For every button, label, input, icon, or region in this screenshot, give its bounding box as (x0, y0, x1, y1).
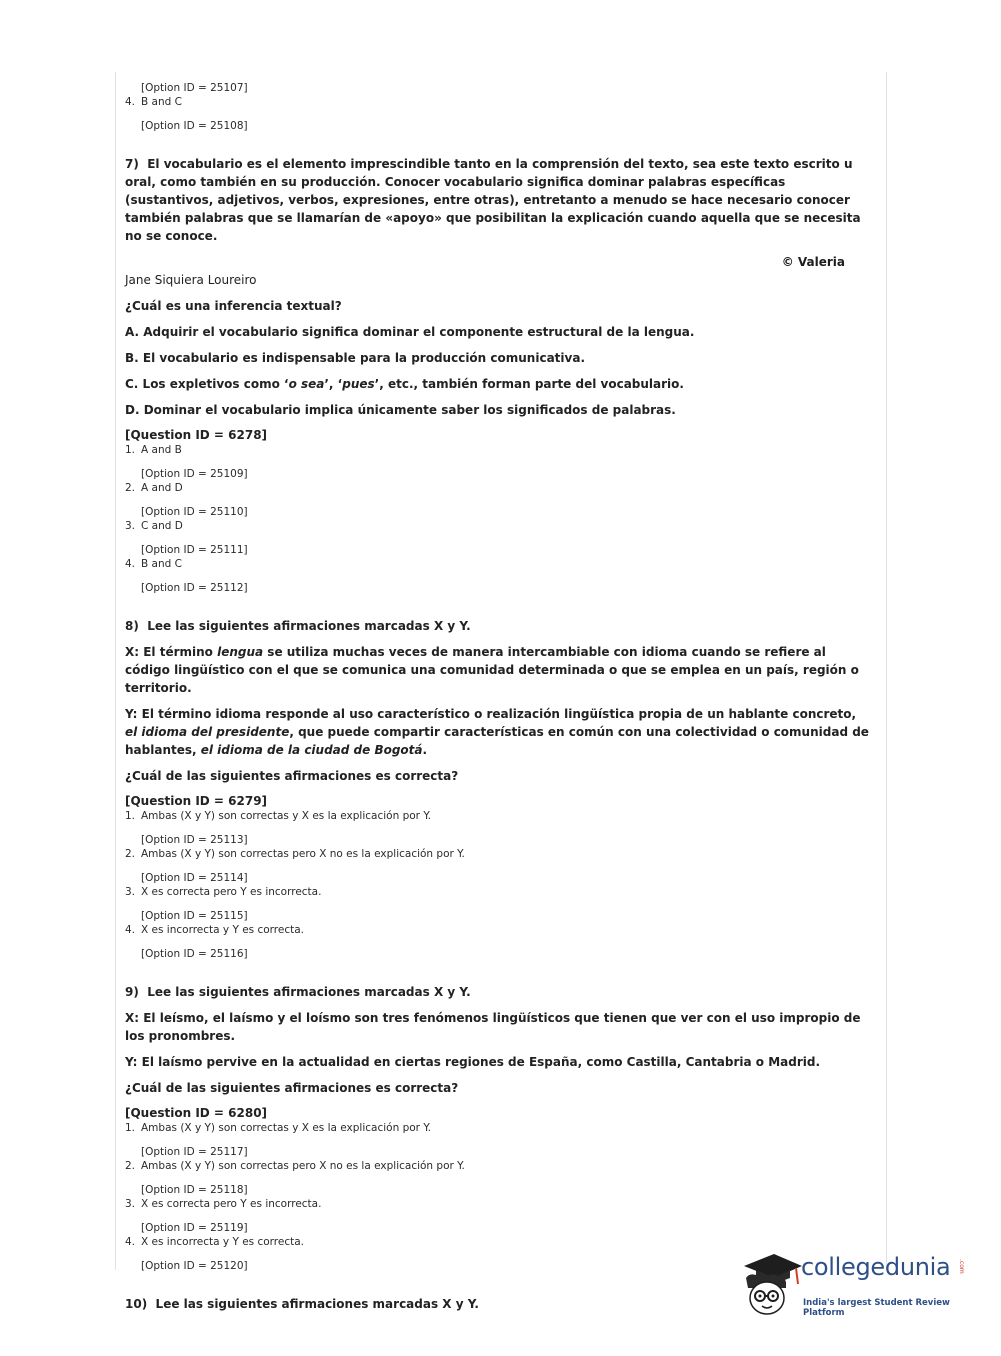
option-id: [Option ID = 25116] (141, 948, 248, 960)
statement-x: X: El leísmo, el laísmo y el loísmo son tres fenómenos lingüísticos que tienen que ver con el uso impropio de los pronombres. (125, 1011, 861, 1043)
option-item (125, 519, 870, 533)
statement-x-part: se utiliza muchas veces de manera intercambiable con idioma cuando se refiere al código lingüístico con el que se comunica una comunidad determinada o que se emplea en un país, región o territorio. (125, 645, 859, 695)
option-item (125, 1159, 870, 1173)
option-text: B and C (141, 558, 182, 570)
statement-c-part: ’, etc., también forman parte del vocabulario. (374, 377, 684, 391)
statement-y-part: Y: El término idioma responde al uso característico o realización lingüística propia de un hablante concreto, (125, 707, 857, 721)
option-id: [Option ID = 25113] (141, 834, 248, 846)
mascot-icon (740, 1248, 802, 1318)
option-number: 4. (125, 1236, 136, 1248)
question-prompt: ¿Cuál es una inferencia textual? (125, 299, 342, 313)
statement-b: B. El vocabulario es indispensable para la producción comunicativa. (125, 351, 585, 365)
option-number: 2. (125, 482, 136, 494)
question-title: Lee las siguientes afirmaciones marcadas X y Y. (155, 1297, 479, 1311)
option-number: 1. (125, 1122, 136, 1134)
statement-d: D. Dominar el vocabulario implica únicamente saber los significados de palabras. (125, 403, 676, 417)
option-text: Ambas (X y Y) son correctas pero X no es la explicación por Y. (141, 1160, 465, 1172)
question-title: Lee las siguientes afirmaciones marcadas X y Y. (147, 619, 471, 633)
document-content (125, 81, 870, 1313)
option-item (125, 95, 870, 109)
option-id: [Option ID = 25108] (141, 120, 248, 132)
option-number: 4. (125, 96, 136, 108)
copyright: © Valeria (781, 255, 845, 269)
option-item (125, 923, 870, 937)
option-id: [Option ID = 25110] (141, 506, 248, 518)
option-text: A and D (141, 482, 183, 494)
option-number: 1. (125, 444, 136, 456)
statement-y: Y: El laísmo pervive en la actualidad en ciertas regiones de España, como Castilla, Cantabria o Madrid. (125, 1055, 821, 1069)
statement-x (125, 643, 870, 697)
option-item (125, 443, 870, 457)
statement-y-emphasis: el idioma de la ciudad de Bogotá (200, 743, 423, 757)
option-text: X es incorrecta y Y es correcta. (141, 924, 305, 936)
question-7-passage (125, 155, 870, 245)
statement-x-part: X: El término (125, 645, 218, 659)
option-number: 3. (125, 886, 136, 898)
option-text: X es incorrecta y Y es correcta. (141, 1236, 305, 1248)
option-id: [Option ID = 25119] (141, 1222, 248, 1234)
question-prompt: ¿Cuál de las siguientes afirmaciones es correcta? (125, 769, 459, 783)
statement-c-emphasis: o sea (288, 377, 325, 391)
option-id: [Option ID = 25112] (141, 582, 248, 594)
option-number: 4. (125, 924, 136, 936)
question-number: 7) (125, 157, 139, 171)
question-number: 9) (125, 985, 139, 999)
option-number: 3. (125, 1198, 136, 1210)
statement-c (125, 375, 870, 393)
statement-a: A. Adquirir el vocabulario significa dominar el componente estructural de la lengua. (125, 325, 695, 339)
option-text: B and C (141, 96, 182, 108)
option-item (125, 1235, 870, 1249)
option-id: [Option ID = 25114] (141, 872, 248, 884)
option-number: 2. (125, 848, 136, 860)
option-number: 1. (125, 810, 136, 822)
question-9-title (125, 983, 870, 1001)
option-number: 2. (125, 1160, 136, 1172)
question-8-title (125, 617, 870, 635)
statement-c-emphasis: pues (342, 377, 375, 391)
option-id: [Option ID = 25115] (141, 910, 248, 922)
option-text: Ambas (X y Y) son correctas y X es la explicación por Y. (141, 810, 431, 822)
question-id: [Question ID = 6278] (125, 428, 268, 442)
option-id: [Option ID = 25120] (141, 1260, 248, 1272)
option-text: Ambas (X y Y) son correctas y X es la explicación por Y. (141, 1122, 431, 1134)
brand-tagline: India's largest Student Review Platform (803, 1298, 950, 1318)
statement-y (125, 705, 870, 759)
question-id: [Question ID = 6279] (125, 794, 268, 808)
statement-y-part: , que puede compartir características en común con una colectividad o comunidad de hablantes, (125, 725, 869, 757)
option-item (125, 885, 870, 899)
option-item (125, 481, 870, 495)
option-text: X es correcta pero Y es incorrecta. (141, 1198, 322, 1210)
option-id: [Option ID = 25109] (141, 468, 248, 480)
question-id: [Question ID = 6280] (125, 1106, 268, 1120)
author-name: Jane Siquiera Loureiro (125, 273, 257, 287)
option-item (125, 1121, 870, 1135)
question-title: Lee las siguientes afirmaciones marcadas X y Y. (147, 985, 471, 999)
option-number: 3. (125, 520, 136, 532)
brand-tld: .com (958, 1259, 965, 1274)
option-item (125, 809, 870, 823)
option-text: Ambas (X y Y) son correctas pero X no es la explicación por Y. (141, 848, 465, 860)
option-item (125, 1197, 870, 1211)
question-prompt: ¿Cuál de las siguientes afirmaciones es correcta? (125, 1081, 459, 1095)
option-text: X es correcta pero Y es incorrecta. (141, 886, 322, 898)
statement-c-part: ’, ‘ (324, 377, 343, 391)
option-number: 4. (125, 558, 136, 570)
collegedunia-logo (740, 1248, 972, 1318)
statement-y-emphasis: el idioma del presidente (125, 725, 290, 739)
option-id: [Option ID = 25107] (141, 82, 248, 94)
option-id: [Option ID = 25111] (141, 544, 248, 556)
statement-c-part: C. Los expletivos como ‘ (125, 377, 289, 391)
option-text: C and D (141, 520, 183, 532)
option-id: [Option ID = 25117] (141, 1146, 248, 1158)
option-item (125, 847, 870, 861)
question-number: 10) (125, 1297, 148, 1311)
passage-text: El vocabulario es el elemento imprescindible tanto en la comprensión del texto, sea este texto escrito u oral, como también en su producción. Conocer vocabulario significa dominar palabras específicas (sustantivos, adjetivos, verbos, expresiones, entre otras), entretanto a menudo se hace necesario conocer también palabras que se llamarían de «apoyo» que posibilitan la explicación cuando aquella que se necesita no se conoce. (125, 157, 861, 243)
statement-y-part: . (422, 743, 428, 757)
question-number: 8) (125, 619, 139, 633)
option-id: [Option ID = 25118] (141, 1184, 248, 1196)
brand-name: collegedunia (801, 1253, 951, 1281)
option-text: A and B (141, 444, 182, 456)
option-item (125, 557, 870, 571)
statement-x-emphasis: lengua (217, 645, 264, 659)
